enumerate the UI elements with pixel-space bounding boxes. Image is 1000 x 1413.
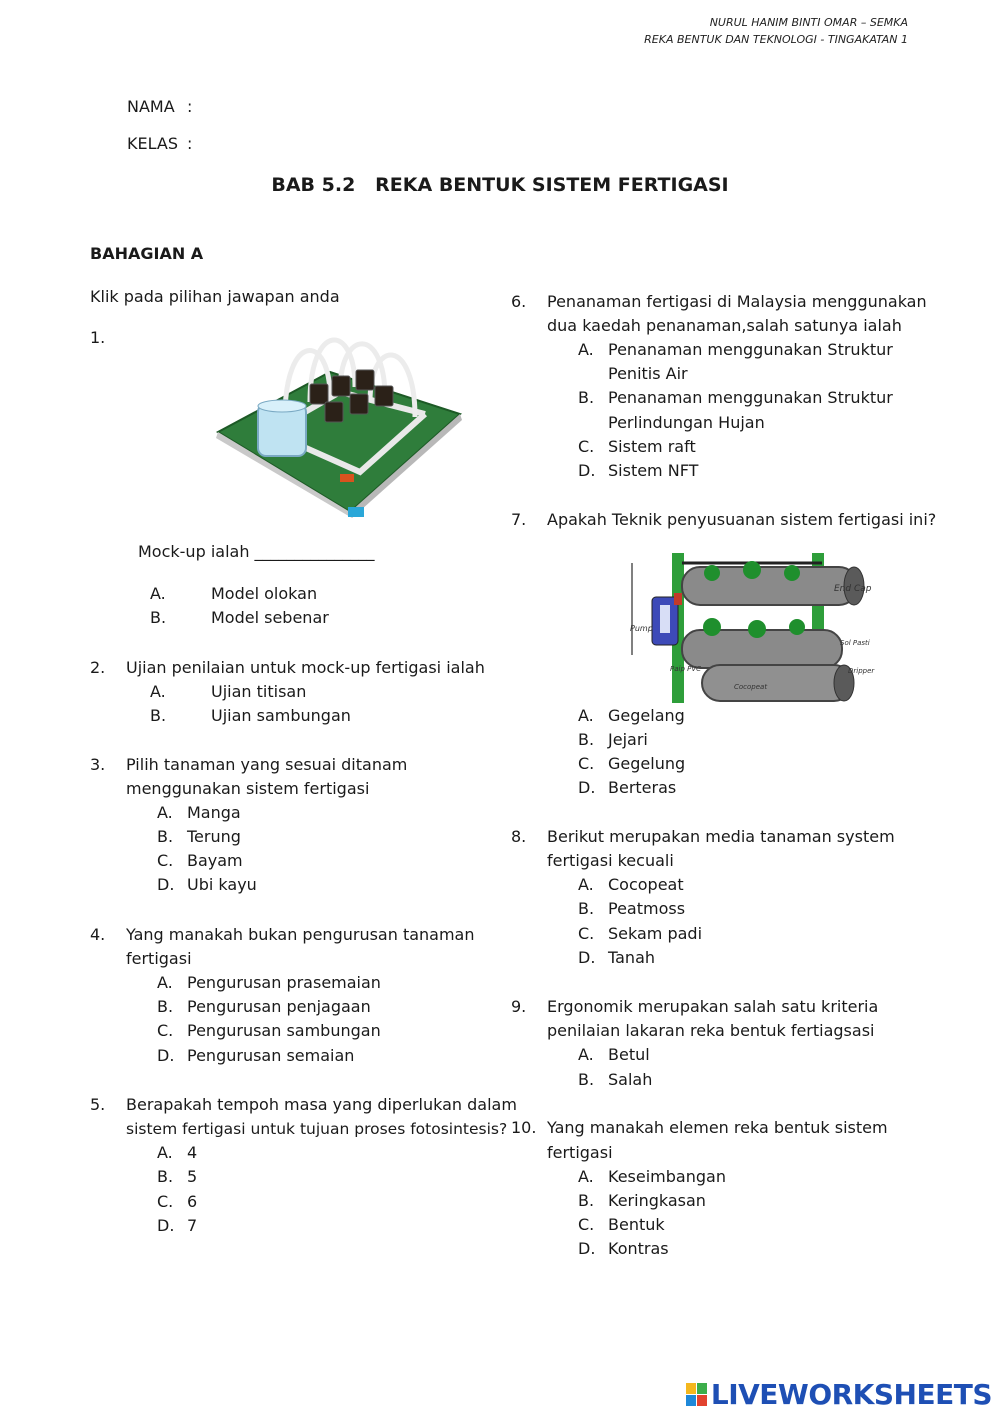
- q7-label-pump: Pump: [630, 624, 653, 633]
- q8-number: 8.: [511, 827, 527, 846]
- q9-number: 9.: [511, 997, 527, 1016]
- q1-number: 1.: [90, 328, 106, 347]
- q4-option-c[interactable]: Pengurusan sambungan: [187, 1021, 381, 1040]
- kelas-colon: :: [187, 134, 193, 153]
- q3-option-a[interactable]: Manga: [187, 803, 241, 822]
- header-subject: REKA BENTUK DAN TEKNOLOGI - TINGAKATAN 1: [644, 33, 908, 46]
- q6-option-d[interactable]: Sistem NFT: [608, 461, 699, 480]
- q5-option-a[interactable]: 4: [187, 1143, 198, 1162]
- q6-option-a-cont[interactable]: Penitis Air: [608, 364, 688, 383]
- q5-option-a-letter: A.: [157, 1143, 173, 1162]
- q8-option-c[interactable]: Sekam padi: [608, 924, 703, 943]
- q6-option-b-cont[interactable]: Perlindungan Hujan: [608, 413, 765, 432]
- q8-option-b-letter: B.: [578, 899, 595, 918]
- q7-label-end-cap: End Cap: [834, 584, 872, 594]
- q5-option-b[interactable]: 5: [187, 1167, 198, 1186]
- nama-field: [127, 97, 192, 116]
- q6-option-b-letter: B.: [578, 388, 595, 407]
- q4-number: 4.: [90, 925, 106, 944]
- q3-option-d-letter: D.: [157, 875, 175, 894]
- q6-option-a[interactable]: Penanaman menggunakan Struktur: [608, 340, 893, 359]
- q4-stem-line-2: fertigasi: [126, 949, 192, 968]
- liveworksheets-badge-icon: [686, 1383, 708, 1407]
- liveworksheets-text: LIVEWORKSHEETS: [710, 1378, 992, 1411]
- q10-option-b[interactable]: Keringkasan: [608, 1191, 706, 1210]
- q7-option-d-letter: D.: [578, 778, 596, 797]
- q10-option-c-letter: C.: [578, 1215, 595, 1234]
- q3-option-b[interactable]: Terung: [187, 827, 241, 846]
- q6-stem-line-2: dua kaedah penanaman,salah satunya ialah: [547, 316, 902, 335]
- q2-option-b-letter: B.: [150, 706, 167, 725]
- q1-fertigation-mockup-image: [210, 322, 468, 520]
- section-heading: BAHAGIAN A: [90, 244, 204, 263]
- nama-colon: :: [187, 97, 193, 116]
- q3-number: 3.: [90, 755, 106, 774]
- q4-option-c-letter: C.: [157, 1021, 174, 1040]
- q2-stem: Ujian penilaian untuk mock-up fertigasi ialah: [126, 658, 485, 677]
- kelas-label: KELAS: [127, 134, 178, 153]
- q10-option-b-letter: B.: [578, 1191, 595, 1210]
- q5-number: 5.: [90, 1095, 106, 1114]
- q7-label-paip-pvc: Paip PVC: [670, 665, 702, 673]
- q7-label-sol-pasti: Sol Pasti: [840, 639, 870, 647]
- q4-option-b-letter: B.: [157, 997, 174, 1016]
- q3-stem-line-1: Pilih tanaman yang sesuai ditanam: [126, 755, 408, 774]
- q7-option-c-letter: C.: [578, 754, 595, 773]
- q4-option-d-letter: D.: [157, 1046, 175, 1065]
- liveworksheets-logo[interactable]: [686, 1378, 992, 1411]
- page-header: [644, 14, 908, 48]
- instruction-text: Klik pada pilihan jawapan anda: [90, 287, 340, 306]
- q6-option-b[interactable]: Penanaman menggunakan Struktur: [608, 388, 893, 407]
- q8-option-b[interactable]: Peatmoss: [608, 899, 686, 918]
- q6-option-a-letter: A.: [578, 340, 594, 359]
- q7-option-b-letter: B.: [578, 730, 595, 749]
- kelas-field: [127, 134, 192, 153]
- q1-option-b[interactable]: Model sebenar: [211, 608, 329, 627]
- q2-option-b[interactable]: Ujian sambungan: [211, 706, 351, 725]
- q3-option-c[interactable]: Bayam: [187, 851, 243, 870]
- q7-option-c[interactable]: Gegelung: [608, 754, 686, 773]
- q1-option-a-letter: A.: [150, 584, 166, 603]
- q7-label-cocopeat: Cocopeat: [734, 683, 768, 691]
- q5-option-d-letter: D.: [157, 1216, 175, 1235]
- q5-option-c-letter: C.: [157, 1192, 174, 1211]
- q5-option-c[interactable]: 6: [187, 1192, 198, 1211]
- q1-option-a[interactable]: Model olokan: [211, 584, 318, 603]
- q6-option-d-letter: D.: [578, 461, 596, 480]
- q4-option-a-letter: A.: [157, 973, 173, 992]
- q8-option-a-letter: A.: [578, 875, 594, 894]
- q7-option-a-letter: A.: [578, 706, 594, 725]
- q7-option-d[interactable]: Berteras: [608, 778, 677, 797]
- q10-option-d-letter: D.: [578, 1239, 596, 1258]
- q3-option-b-letter: B.: [157, 827, 174, 846]
- q9-option-a[interactable]: Betul: [608, 1045, 650, 1064]
- q4-option-b[interactable]: Pengurusan penjagaan: [187, 997, 371, 1016]
- q8-stem-line-2: fertigasi kecuali: [547, 851, 674, 870]
- q3-option-a-letter: A.: [157, 803, 173, 822]
- q2-option-a[interactable]: Ujian titisan: [211, 682, 307, 701]
- q6-stem-line-1: Penanaman fertigasi di Malaysia menggunakan: [547, 292, 927, 311]
- q3-option-d[interactable]: Ubi kayu: [187, 875, 257, 894]
- q10-number: 10.: [511, 1118, 537, 1137]
- q5-option-d[interactable]: 7: [187, 1216, 198, 1235]
- q9-option-b[interactable]: Salah: [608, 1070, 653, 1089]
- q8-stem-line-1: Berikut merupakan media tanaman system: [547, 827, 895, 846]
- page-title: BAB 5.2 REKA BENTUK SISTEM FERTIGASI: [271, 174, 729, 196]
- q10-option-a[interactable]: Keseimbangan: [608, 1167, 726, 1186]
- q7-fertigation-system-image: [612, 545, 887, 707]
- header-author: NURUL HANIM BINTI OMAR – SEMKA: [709, 16, 908, 29]
- q1-image-label-32: 32 inci: [420, 456, 444, 464]
- q3-stem-line-2: menggunakan sistem fertigasi: [126, 779, 370, 798]
- q9-option-a-letter: A.: [578, 1045, 594, 1064]
- q6-option-c-letter: C.: [578, 437, 595, 456]
- q2-option-a-letter: A.: [150, 682, 166, 701]
- q4-stem-line-1: Yang manakah bukan pengurusan tanaman: [126, 925, 475, 944]
- q10-option-c[interactable]: Bentuk: [608, 1215, 665, 1234]
- q9-option-b-letter: B.: [578, 1070, 595, 1089]
- q8-option-d[interactable]: Tanah: [608, 948, 656, 967]
- q5-stem-line-2: sistem fertigasi untuk tujuan proses fotosintesis?: [126, 1120, 508, 1138]
- q4-option-d[interactable]: Pengurusan semaian: [187, 1046, 355, 1065]
- q10-option-a-letter: A.: [578, 1167, 594, 1186]
- q8-option-d-letter: D.: [578, 948, 596, 967]
- q9-stem-line-1: Ergonomik merupakan salah satu kriteria: [547, 997, 879, 1016]
- q10-stem-line-2: fertigasi: [547, 1143, 613, 1162]
- q1-stem: Mock-up ialah _______________: [138, 542, 375, 561]
- q2-number: 2.: [90, 658, 106, 677]
- nama-label: NAMA: [127, 97, 175, 116]
- q9-stem-line-2: penilaian lakaran reka bentuk fertiagsasi: [547, 1021, 875, 1040]
- q7-option-a[interactable]: Gegelang: [608, 706, 685, 725]
- q3-option-c-letter: C.: [157, 851, 174, 870]
- q7-stem: Apakah Teknik penyusuanan sistem fertigasi ini?: [547, 510, 937, 529]
- q10-stem-line-1: Yang manakah elemen reka bentuk sistem: [547, 1118, 888, 1137]
- q1-option-b-letter: B.: [150, 608, 167, 627]
- q7-option-b[interactable]: Jejari: [608, 730, 648, 749]
- q6-option-c[interactable]: Sistem raft: [608, 437, 696, 456]
- q7-number: 7.: [511, 510, 527, 529]
- q8-option-a[interactable]: Cocopeat: [608, 875, 684, 894]
- q1-image-label-24: 24 inci: [255, 480, 279, 488]
- q6-number: 6.: [511, 292, 527, 311]
- q5-option-b-letter: B.: [157, 1167, 174, 1186]
- q8-option-c-letter: C.: [578, 924, 595, 943]
- q10-option-d[interactable]: Kontras: [608, 1239, 669, 1258]
- q7-label-dripper: Dripper: [848, 667, 875, 675]
- q5-stem-line-1: Berapakah tempoh masa yang diperlukan dalam: [126, 1095, 517, 1114]
- q4-option-a[interactable]: Pengurusan prasemaian: [187, 973, 381, 992]
